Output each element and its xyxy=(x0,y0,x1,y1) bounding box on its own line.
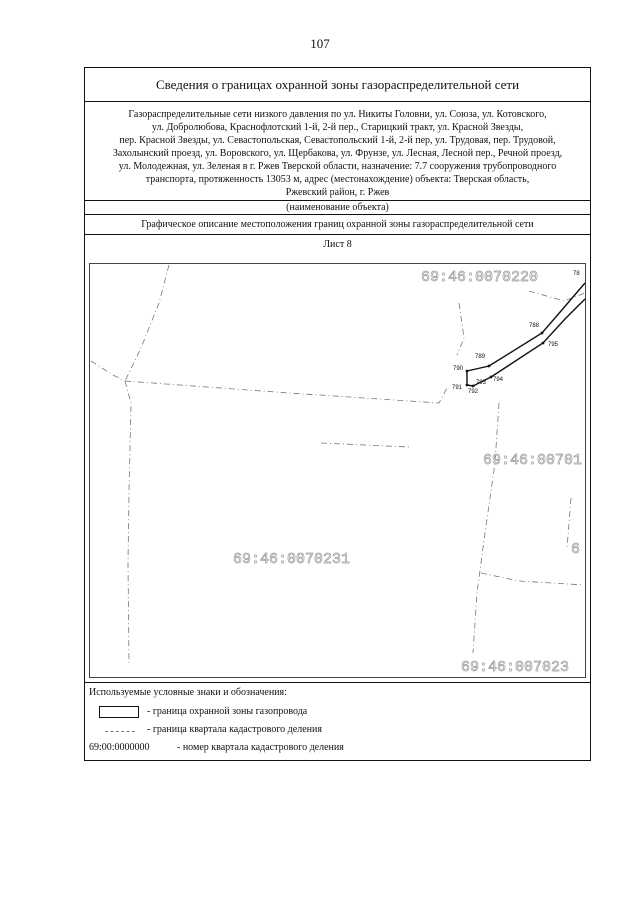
description-line: пер. Красной Звезды, ул. Севастопольская, Севастопольский 1-й, 2-й пер, ул. Трудовая, пер. Трудовой, xyxy=(119,135,556,146)
graphic-description-title: Графическое описание местоположения границ охранной зоны газораспределительной сети xyxy=(85,215,590,235)
boundary-point xyxy=(490,376,493,379)
description-line: Захолынский проезд, ул. Воровского, ул. Щербакова, ул. Фрунзе, ул. Лесная, Лесной пер., Речной проезд, xyxy=(112,148,563,159)
quarter-label: 6 xyxy=(571,541,581,558)
point-label: 789 xyxy=(475,354,486,360)
legend-item-zone xyxy=(85,706,590,722)
description-line: Газораспределительные сети низкого давления по ул. Никиты Головни, ул. Союза, ул. Котовского, xyxy=(128,109,547,120)
boundary-point xyxy=(472,385,475,388)
boundary-point xyxy=(542,342,545,345)
quarter-label: 69:46:0070220 xyxy=(421,269,539,286)
boundary-point xyxy=(488,365,491,368)
map-border xyxy=(90,264,586,678)
protection-zone-boundary xyxy=(467,283,585,386)
quarter-boundary-line xyxy=(473,403,499,653)
point-label: 795 xyxy=(548,342,559,348)
cadastral-map xyxy=(89,263,586,678)
legend-item-text: - граница охранной зоны газопровода xyxy=(147,706,308,717)
quarter-boundary-line xyxy=(125,381,447,403)
quarter-number-labels xyxy=(233,269,582,676)
legend-item-text: - граница квартала кадастрового деления xyxy=(147,724,322,735)
document-frame xyxy=(84,67,591,761)
legend xyxy=(85,682,590,761)
point-label: 794 xyxy=(493,377,504,383)
description-line: Ржевский район, г. Ржев xyxy=(285,187,390,198)
zone-boundary-symbol xyxy=(99,706,139,718)
quarter-label: 69:46:007023 xyxy=(461,659,570,676)
point-label: 792 xyxy=(468,389,479,395)
point-labels xyxy=(452,271,580,395)
point-label: 78 xyxy=(573,271,580,277)
quarter-label: 69:46:0070231 xyxy=(233,551,351,568)
legend-item-quarter xyxy=(85,724,590,740)
quarter-boundary-symbol xyxy=(105,731,135,732)
object-description xyxy=(85,102,590,201)
legend-item-text: - номер квартала кадастрового деления xyxy=(177,742,344,753)
boundary-point xyxy=(466,370,469,373)
description-line: ул. Молодежная, ул. Зеленая в г. Ржев Тверской области, назначение: 7.7 сооружения трубопроводного xyxy=(118,161,557,172)
object-name-caption: (наименование объекта) xyxy=(85,201,590,215)
point-label: 793 xyxy=(476,380,487,386)
document-title: Сведения о границах охранной зоны газораспределительной сети xyxy=(85,68,590,102)
sheet-label: Лист 8 xyxy=(323,239,352,250)
boundary-point xyxy=(541,332,544,335)
quarter-boundary-line xyxy=(125,265,169,381)
point-label: 791 xyxy=(452,385,463,391)
legend-item-code xyxy=(85,742,590,758)
quarter-boundary-line xyxy=(481,573,584,585)
point-label: 790 xyxy=(453,366,464,372)
quarter-boundary-line xyxy=(457,303,464,355)
quarter-label: 69:46:00701 xyxy=(483,452,583,469)
quarter-boundary-line xyxy=(91,361,125,381)
page-number: 107 xyxy=(310,36,330,51)
point-label: 788 xyxy=(529,323,540,329)
description-line: ул. Добролюбова, Краснофлотский 1-й, 2-й пер., Старицкий тракт, ул. Красной Звезды, xyxy=(151,122,524,133)
gas-pipeline-zone xyxy=(467,283,585,386)
quarter-boundary-line xyxy=(321,443,409,447)
quarter-boundary-line xyxy=(125,381,131,663)
description-line: транспорта, протяженность 13053 м, адрес (местонахождение) объекта: Тверская область, xyxy=(145,174,530,185)
quarter-code-example: 69:00:0000000 xyxy=(89,742,150,753)
boundary-point xyxy=(466,384,469,387)
legend-title: Используемые условные знаки и обозначения: xyxy=(89,687,287,698)
